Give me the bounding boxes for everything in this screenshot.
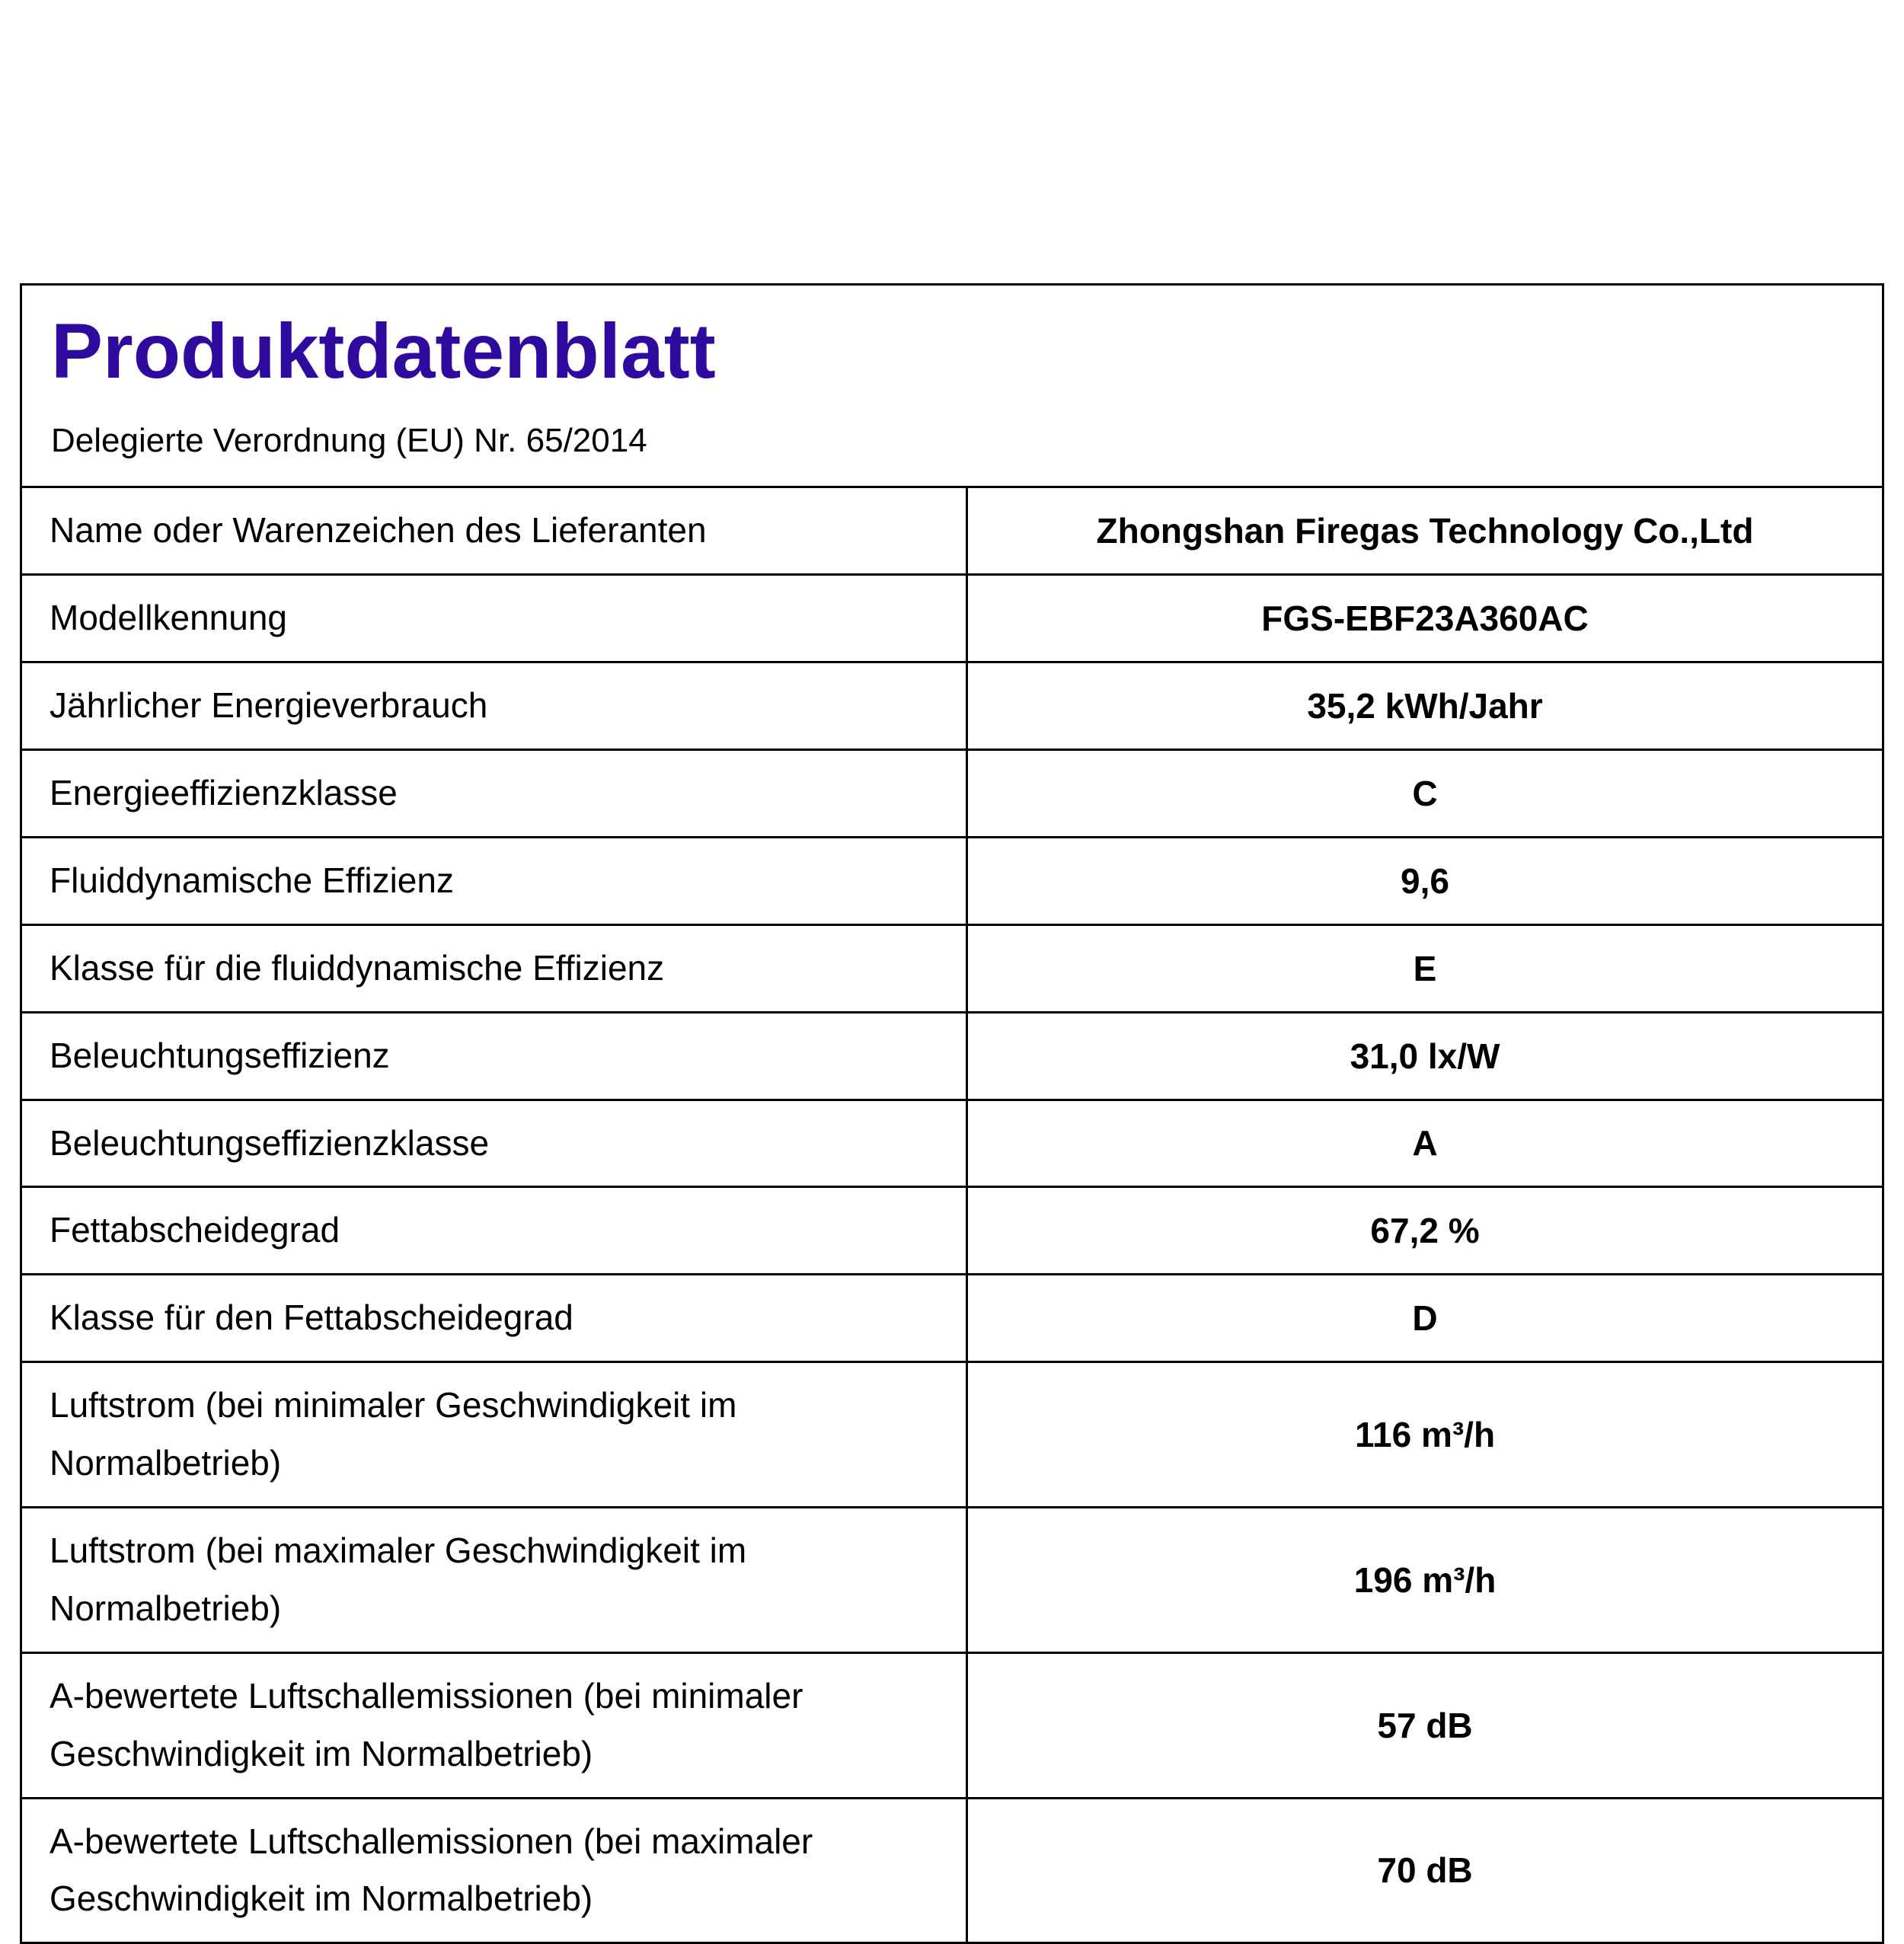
row-value: 31,0 lx/W bbox=[967, 1012, 1882, 1100]
table-row bbox=[22, 1507, 1882, 1652]
table-row bbox=[22, 1362, 1882, 1508]
row-label: Modellkennung bbox=[22, 575, 967, 662]
row-label: Beleuchtungseffizienzklasse bbox=[22, 1100, 967, 1187]
table-row bbox=[22, 1100, 1882, 1187]
page-subtitle: Delegierte Verordnung (EU) Nr. 65/2014 bbox=[51, 422, 647, 460]
row-label: A-bewertete Luftschallemissionen (bei minimaler Geschwindigkeit im Normalbetrieb) bbox=[22, 1652, 967, 1798]
row-label: Luftstrom (bei minimaler Geschwindigkeit im Normalbetrieb) bbox=[22, 1362, 967, 1508]
row-value: 70 dB bbox=[967, 1798, 1882, 1942]
row-value: E bbox=[967, 924, 1882, 1012]
row-label: Beleuchtungseffizienz bbox=[22, 1012, 967, 1100]
row-value: D bbox=[967, 1275, 1882, 1362]
table-row bbox=[22, 749, 1882, 837]
table-row bbox=[22, 575, 1882, 662]
row-label: Luftstrom (bei maximaler Geschwindigkeit im Normalbetrieb) bbox=[22, 1507, 967, 1652]
row-label: Name oder Warenzeichen des Lieferanten bbox=[22, 487, 967, 575]
row-label: Klasse für die fluiddynamische Effizienz bbox=[22, 924, 967, 1012]
row-value: 9,6 bbox=[967, 837, 1882, 924]
table-row bbox=[22, 1012, 1882, 1100]
table-row bbox=[22, 487, 1882, 575]
spec-table-body bbox=[22, 487, 1882, 1942]
row-label: Jährlicher Energieverbrauch bbox=[22, 662, 967, 750]
datasheet-header bbox=[22, 286, 1882, 486]
row-value: 35,2 kWh/Jahr bbox=[967, 662, 1882, 750]
table-row bbox=[22, 1187, 1882, 1275]
row-label: Fluiddynamische Effizienz bbox=[22, 837, 967, 924]
table-row bbox=[22, 1275, 1882, 1362]
row-label: A-bewertete Luftschallemissionen (bei maximaler Geschwindigkeit im Normalbetrieb) bbox=[22, 1798, 967, 1942]
row-value: FGS-EBF23A360AC bbox=[967, 575, 1882, 662]
row-value: A bbox=[967, 1100, 1882, 1187]
row-label: Energieeffizienzklasse bbox=[22, 749, 967, 837]
row-value: 57 dB bbox=[967, 1652, 1882, 1798]
row-value: 116 m³/h bbox=[967, 1362, 1882, 1508]
row-value: Zhongshan Firegas Technology Co.,Ltd bbox=[967, 487, 1882, 575]
row-label: Fettabscheidegrad bbox=[22, 1187, 967, 1275]
table-row bbox=[22, 1652, 1882, 1798]
table-row bbox=[22, 924, 1882, 1012]
row-value: 67,2 % bbox=[967, 1187, 1882, 1275]
page-title: Produktdatenblatt bbox=[51, 308, 716, 394]
table-row bbox=[22, 1798, 1882, 1942]
spec-table bbox=[22, 486, 1882, 1942]
product-datasheet bbox=[20, 283, 1884, 1944]
row-label: Klasse für den Fettabscheidegrad bbox=[22, 1275, 967, 1362]
table-row bbox=[22, 662, 1882, 750]
row-value: 196 m³/h bbox=[967, 1507, 1882, 1652]
table-row bbox=[22, 837, 1882, 924]
row-value: C bbox=[967, 749, 1882, 837]
